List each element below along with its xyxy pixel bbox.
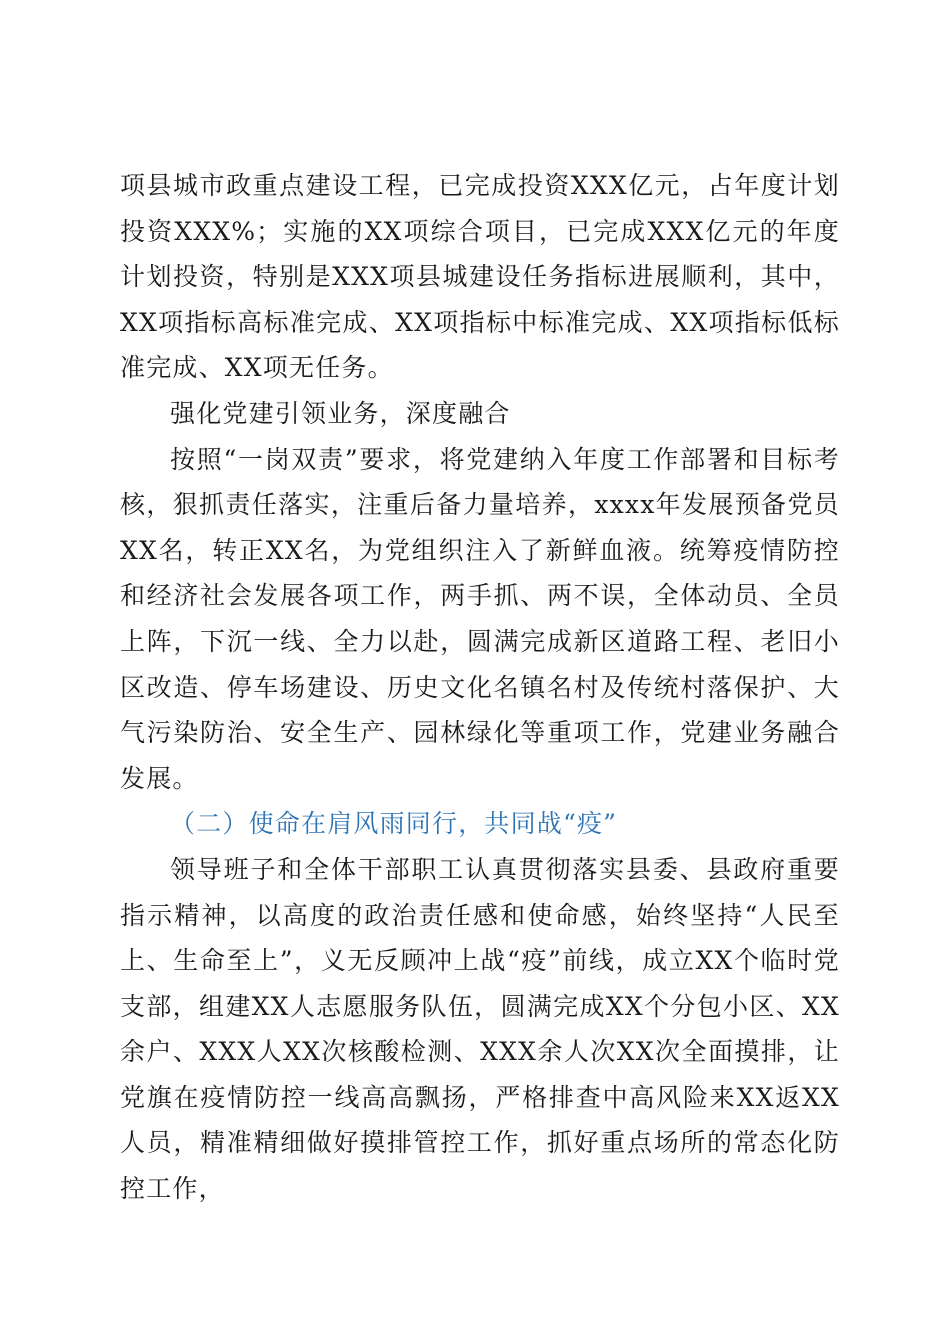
section-heading-epidemic: （二）使命在肩风雨同行，共同战“疫” [170, 809, 618, 839]
paragraph-epidemic-response: 领导班子和全体干部职工认真贯彻落实县委、县政府重要指示精神，以高度的政治责任感和使命感，始终坚持“人民至上、生命至上”，义无反顾冲上战“疫”前线，成立XX个临时党支部，组建XX人志愿服务队伍，圆满完成XX个分包小区、XX余户、XXX人XX次核酸检测、XXX余人次XX次全面摸排，让党旗在疫情防控一线高高飘扬，严格排查中高风险来XX返XX人员，精准精细做好摸排管控工作，抓好重点场所的常态化防控工作， [120, 854, 840, 1204]
paragraph-party-building: 按照“一岗双责”要求，将党建纳入年度工作部署和目标考核，狠抓责任落实，注重后备力量培养，xxxx年发展预备党员XX名，转正XX名，为党组织注入了新鲜血液。统筹疫情防控和经济社会发展各项工作，两手抓、两不误，全体动员、全员上阵，下沉一线、全力以赴，圆满完成新区道路工程、老旧小区改造、停车场建设、历史文化名镇名村及传统村落保护、大气污染防治、安全生产、园林绿化等重项工作，党建业务融合发展。 [120, 444, 840, 793]
subheading-party-building: 强化党建引领业务，深度融合 [170, 398, 511, 428]
document-body [120, 163, 840, 1212]
paragraph-construction-progress: 项县城市政重点建设工程，已完成投资XXX亿元，占年度计划投资XXX%；实施的XX项综合项目，已完成XXX亿元的年度计划投资，特别是XXX项县城建设任务指标进展顺利，其中，XX项指标高标准完成、XX项指标中标准完成、XX项指标低标准完成、XX项无任务。 [120, 171, 840, 383]
